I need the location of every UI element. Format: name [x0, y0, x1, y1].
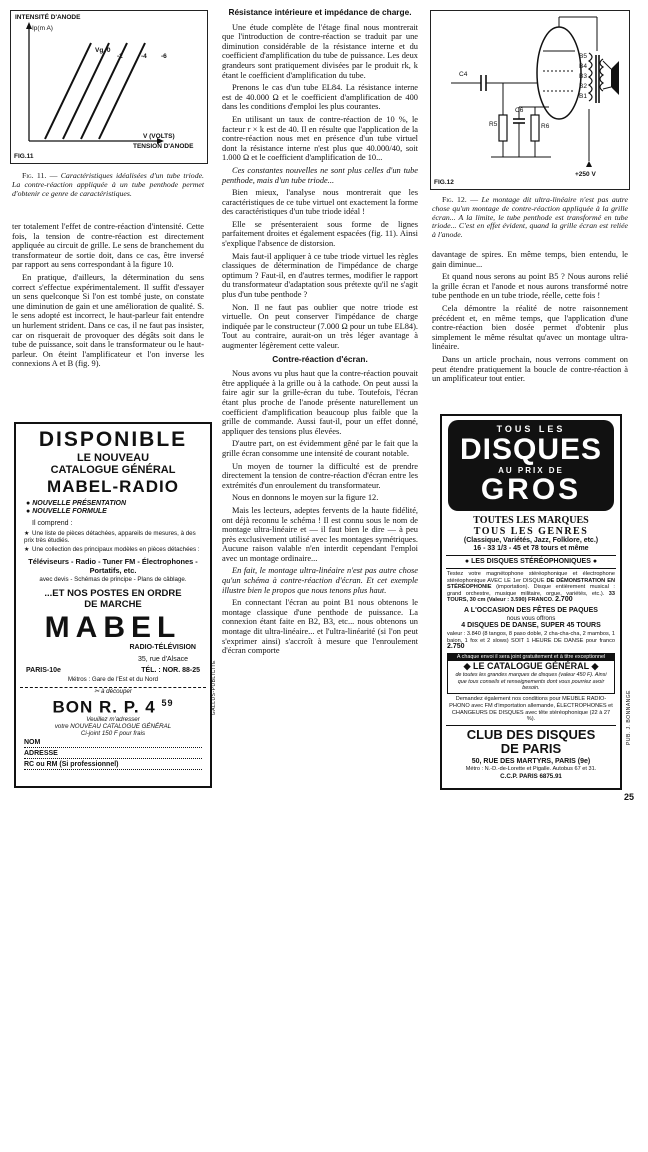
disques-paques: A L'OCCASION DES FÊTES DE PAQUES [464, 606, 598, 614]
col1-paragraph-2: En pratique, d'ailleurs, la détermination du sens correct s'effectue expérimentalement. Il suffit d'essayer un sens quelconque Si l'on est tombé juste, on constate une diminution de gain et une amélioration de qualité. S. le sens adopté est incorrect, le haut-parleur fait entendre un hurlement strident. Dans ce cas, il ne faut pas insister, car on risquerait de provoquer des dégâts soit dans le tube de puissance, soit dans le transformateur ou le haut-parleur. On éteint l'amplificateur et l'on inverse les connexions A et B (fig. 9). [12, 272, 204, 369]
disques-gratuit-box [447, 653, 615, 694]
disques-side-credit: PUB. J. BONNANGE [626, 690, 632, 745]
mabel-postes2: DE MARCHE [84, 598, 142, 610]
column-2-text [222, 6, 418, 659]
mabel-coupon [20, 687, 206, 770]
advert-club-disques [440, 414, 622, 790]
disques-catalogue-text: LE CATALOGUE GÉNÉRAL [472, 661, 589, 672]
fig12-caption-text: Le montage dit ultra-linéaire n'est pas autre chose qu'un montage de contre-réaction appliquée à la grille écran... A la limite, le tube penthode est transformé en tube triode... C'est en effet évident, quand la grille écran est reliée à l'anode. [432, 195, 628, 240]
mabel-side-credit: GALLUS-PUBLICITÉ [211, 660, 217, 716]
disques-danse-detail [447, 631, 615, 651]
fig11-ylabel: INTENSITÉ D'ANODE [15, 14, 81, 21]
divider [446, 725, 616, 726]
mabel-bon [20, 695, 206, 716]
mabel-title: DISPONIBLE [38, 428, 188, 451]
mabel-metro: Métros : Gare de l'Est et du Nord [67, 675, 159, 683]
disques-speeds: 16 - 33 1/3 - 45 et 78 tours et même [473, 545, 589, 552]
col2-paragraph-15: En connectant l'écran au point B1 nous obtenons le montage classique d'une penthode de puissance. La connexion étant faite en B2, B3, etc... nous obtenons un montage dit ultra-linéaire... et l'ultra-linéarité (si l'on peut s'exprimer ainsi) s'accroît à mesure que l'enroulement d'écran comporte [222, 598, 418, 656]
disques-banner [448, 420, 614, 511]
disques-testez-4: 33 TOURS, 30 cm (Valeur : 3.590) FRANCO. [447, 590, 616, 604]
mabel-decouper-text: à découper [100, 688, 132, 696]
disques-auprix: AU PRIX DE [498, 466, 564, 475]
mabel-comprend: Il comprend : [32, 520, 73, 527]
disques-stereo: ● LES DISQUES STÉRÉOPHONIQUES ● [464, 558, 598, 565]
fig12-label-r5: R5 [489, 121, 498, 128]
disques-club2: DE PARIS [500, 740, 562, 756]
star-icon: ★ [24, 530, 30, 537]
disques-danse: 4 DISQUES DE DANSE, SUPER 45 TOURS [461, 622, 601, 630]
fig12-label-250v: +250 V [575, 171, 596, 178]
fig11-xlabel1: V (VOLTS) [143, 133, 175, 140]
fig12-schematic [431, 11, 629, 189]
mabel-logo-sub: RADIO-TÉLÉVISION [129, 643, 196, 651]
mabel-bullet-1: ● NOUVELLE PRÉSENTATION [26, 500, 127, 507]
mabel-coupon-2: votre NOUVEAU CATALOGUE GÉNÉRAL [54, 723, 172, 731]
mabel-item-1 [24, 530, 204, 544]
mabel-city-row [26, 667, 200, 675]
mabel-field-nom-label: NOM [24, 739, 41, 747]
disques-club-metro: Métro : N.-D.-de-Lorette et Pigalle. Autobus 67 et 31. [465, 765, 597, 772]
disques-testez [447, 571, 615, 604]
fig11-xlabel2: TENSION D'ANODE [133, 143, 194, 150]
col2-paragraph-8: Non. Il ne faut pas oublier que notre triode est virtuelle. On peut conserver l'impédance de charge indiquée par le constructeur (7.000 Ω pour un tube EL84). Tout au contraire, aurait-on un très léger avantage à augmenter légèrement cette valeur. [222, 302, 418, 350]
column-1-text [12, 222, 204, 372]
mabel-city: PARIS-10e [26, 666, 61, 674]
fig12-caption-block [432, 196, 628, 243]
fig12-label-c4: C4 [459, 71, 468, 78]
fig12-label-r6: R6 [541, 123, 550, 130]
disques-meuble: Demandez également nos conditions pour MEUBLE RADIO-PHONO avec FM d'importation allemande, ÉLECTROPHONES et CHANGEURS DE DISQUES avec tête stéréophonique (22 à 27 %). [449, 696, 613, 723]
disques-catalogue2: de toutes les grandes marques de disques (valeur 450 F). Ainsi que tous conseils et renseignements dont vous pourriez avoir besoin. [455, 672, 607, 691]
disques-top: TOUS LES [496, 424, 566, 434]
col3-paragraph-2: Et quand nous serons au point B5 ? Nous aurons relié la grille écran et l'anode et nous aurons transformé notre tube penthode en un tube triode, réelle, cette fois ! [432, 272, 628, 301]
disques-marques2: TOUS LES GENRES [473, 526, 589, 537]
column-3-text [432, 250, 628, 387]
disques-marques1: TOUTES LES MARQUES [473, 515, 589, 526]
disques-offrons: nous vous offrons [506, 614, 556, 622]
fig11-caption-label: Fig. 11. — [22, 171, 58, 180]
fig11-curve-2: -4 [141, 53, 147, 60]
disques-testez-price: 2.700 [555, 596, 573, 604]
col2-paragraph-6: Elle se présenteraient sous forme de lignes parfaitement droites et également espacées (fig. 11). Ainsi s'explique l'absence de distorsion. [222, 219, 418, 249]
fig11-tag: FIG.11 [14, 153, 34, 160]
mabel-bullet-2: ● NOUVELLE FORMULE [26, 508, 107, 515]
figure-11 [10, 10, 208, 164]
col2-paragraph-7: Mais faut-il appliquer à ce tube triode virtuel les règles classiques de détermination de l'impédance de charge optimum ? Faut-il, en d'autres termes, modifier le rapport du transformateur d'adaptation sous prétexte qu'il ne s'agit plus d'un tube penthode ? [222, 251, 418, 300]
fig12-label-b2: B2 [579, 83, 587, 90]
col2-paragraph-13: Mais les lecteurs, adeptes fervents de la haute fidélité, ont déjà reconnu le schéma ! Il est connu sous le nom de montage ultra-linéaire et — il faut bien le dire — à peu près exclusivement utilisé avec les montages symétriques. Aucune raison valable n'en interdit cependant l'emploi avec un montage ordinaire... [222, 505, 418, 563]
fig11-curve-3: -6 [161, 53, 167, 60]
disques-testez-1: Testez votre magnétophone stéréophonique et électrophone stéréophonique AVEC LE 1er DISQUE [447, 571, 615, 584]
disques-club1: CLUB DES DISQUES [466, 726, 596, 742]
disques-testez-2: DE DÉMONSTRATION EN STÉRÉOPHONIE [447, 577, 615, 591]
mabel-bullets [26, 500, 210, 516]
star-icon: ★ [24, 546, 30, 554]
disques-genres: (Classique, Variétés, Jazz, Folklore, etc.) [463, 537, 599, 544]
page-number: 25 [623, 792, 634, 802]
section-heading-ecran: Contre-réaction d'écran. [272, 353, 368, 364]
mabel-bullet-1-text: NOUVELLE PRÉSENTATION [32, 500, 127, 507]
fig11-curve-1: -2 [117, 53, 123, 60]
fig12-tag: FIG.12 [434, 179, 454, 186]
mabel-bon-text: BON R. P. 4 [52, 697, 156, 717]
col2-paragraph-2: Prenons le cas d'un tube EL84. La résistance interne est de 40.000 Ω et le coefficient d'amplification de 400 dans les conditions d'emploi les plus courantes. [222, 83, 418, 112]
divider [446, 555, 616, 556]
col2-paragraph-11: Un moyen de tourner la difficulté est de prendre directement la tension de contre-réaction d'écran entre les extrémités d'un enroulement du transformateur. [222, 461, 418, 490]
fig11-curve-0: Vg. 0 [95, 47, 111, 54]
mabel-field-rc[interactable] [24, 761, 202, 770]
disques-testez-3: (importation). Disque entièrement musical : grand orchestre, musique militaire, orgue, variétés, etc.). [447, 584, 615, 597]
fig12-label-b4: B4 [579, 63, 587, 70]
fig12-label-b3: B3 [579, 73, 587, 80]
fig12-label-b1: B1 [579, 93, 587, 100]
advert-mabel-radio [14, 422, 212, 788]
disques-catalogue: ◆ LE CATALOGUE GÉNÉRAL ◆ [463, 661, 599, 672]
col3-paragraph-1: davantage de spires. En même temps, bien entendu, le gain diminue... [432, 250, 628, 269]
disques-stereo-text: LES DISQUES STÉRÉOPHONIQUES [471, 558, 591, 565]
mabel-postes1: ...ET NOS POSTES EN ORDRE [44, 587, 182, 599]
col2-paragraph-1: Une étude complète de l'étage final nous montrerait que l'introduction de contre-réaction se traduit par une diminution considérable de la résistance interne et du coefficient d'amplification du tube de puissance. Les deux grandeurs sont pratiquement divisées par le produit rk, k étant le coefficient d'amplification du tube. [222, 22, 418, 80]
col1-paragraph-1: ter totalement l'effet de contre-réaction d'intensité. Cette fois, la tension de contre-réaction est directement appliquée au circuit de grille. Le sens de branchement du transformateur de sortie doit, dans ce cas, être inversé par rapport au sens correspondant à la figure 10. [12, 222, 204, 270]
fig12-caption [432, 196, 628, 240]
fig12-caption-label: Fig. 12. — [442, 195, 479, 204]
col2-paragraph-12: Nous en donnons le moyen sur la figure 12. [232, 493, 379, 503]
disques-ccp: C.C.P. PARIS 6875.91 [500, 772, 562, 780]
disques-danse-price: 2.750 [447, 643, 465, 651]
fig11-caption-block [12, 172, 204, 201]
mabel-item-1-text: Une liste de pièces détachées, appareils de mesures, à des prix très étudiés. [24, 530, 196, 545]
mabel-bullet-2-text: NOUVELLE FORMULE [32, 508, 107, 515]
col3-paragraph-4: Dans un article prochain, nous verrons comment on peut étendre pratiquement la boucle de contre-réaction à un amplificateur tout entier. [432, 354, 628, 384]
col2-paragraph-10: D'autre part, on est évidemment gêné par le fait que la grille écran consomme une intensité de courant notable. [222, 439, 418, 458]
disques-word: DISQUES [459, 433, 603, 466]
fig11-caption-text: Caractéristiques idéalisées d'un tube triode. La contre-réaction appliquée à un tube penthode permet d'obtenir ce genre de caractéristiques. [12, 171, 205, 198]
mabel-tel: TÉL. : NOR. 88-25 [141, 666, 200, 674]
mabel-models2: avec devis - Schémas de principe - Plans de câblage. [39, 575, 187, 583]
mabel-decouper: ✂ à découper [94, 688, 132, 696]
mabel-models: Téléviseurs - Radio - Tuner FM - Électrophones - Portatifs, etc. [28, 556, 198, 575]
fig11-graph [11, 11, 207, 163]
mabel-address: 35, rue d'Alsace [138, 655, 188, 663]
mabel-bon-num: 59 [161, 698, 174, 709]
col2-paragraph-14: En fait, le montage ultra-linéaire n'est pas autre chose qu'un schéma à contre-réaction d'écran. Et cet exemple illustre bien le propos que nous tenons plus haut. [222, 566, 418, 595]
mabel-field-adresse[interactable] [24, 750, 202, 759]
fig11-unit: Ip(m A) [32, 25, 53, 32]
mabel-item-2 [24, 546, 204, 553]
mabel-field-nom[interactable] [24, 739, 202, 748]
mabel-coupon-1: Veuillez m'adresser [86, 715, 140, 723]
mabel-coupon-3: Ci-joint 150 F pour frais [80, 730, 146, 738]
mabel-logo: MABEL [44, 610, 182, 644]
mabel-field-adresse-label: ADRESSE [24, 750, 58, 758]
col2-paragraph-3: En utilisant un taux de contre-réaction de 10 %, le facteur r × k est de 40. Il en résulte que l'application de la contre-réaction nous met en présence d'un tube virtuel dont la résistance interne n'est plus que 40.000/40, soit 1.000 Ω et le coefficient d'amplification de 10... [222, 114, 418, 163]
disques-danse-detail-text: valeur : 3.840 (8 tangos, 8 paso doble, 2 cha-cha-cha, 2 mambos, 1 baion, 1 fox et 2 slows) SOIT 1 HEURE DE DANSE pour franco [447, 631, 615, 644]
disques-gros: GROS [480, 473, 582, 506]
mabel-brand: MABEL-RADIO [47, 477, 179, 496]
fig12-label-c6: C6 [515, 107, 524, 114]
mabel-sub2: CATALOGUE GÉNÉRAL [50, 464, 176, 476]
fig11-caption [12, 172, 204, 198]
mabel-field-rc-label: RC ou RM (Si professionnel) [24, 761, 119, 769]
disques-gratuit: A chaque envoi il sera joint gratuitement et à titre exceptionnel [448, 654, 614, 661]
figure-12 [430, 10, 630, 190]
divider [446, 568, 616, 569]
col2-paragraph-9: Nous avons vu plus haut que la contre-réaction pouvait être appliquée à la grille ou à la cathode. On peut aussi la faire agir sur la grille-écran du tube. Toutefois, l'écran étant plus proche de l'anode présente naturellement un coefficient d'amplification beaucoup plus faible que la grille de commande. Aussi faut-il, pour un effet donné, appliquer des tensions plus élevées. [222, 369, 418, 436]
col2-paragraph-4: Ces constantes nouvelles ne sont plus celles d'un tube penthode, mais d'un tube triode... [222, 165, 418, 185]
col2-paragraph-5: Bien mieux, l'analyse nous montrerait que les caractéristiques de ce tube virtuel ont exactement la forme des caractéristiques d'un tube triode idéal ! [222, 188, 418, 217]
fig12-label-b5: B5 [579, 53, 587, 60]
section-heading-resistance: Résistance intérieure et impédance de charge. [228, 7, 412, 17]
mabel-sub1: LE NOUVEAU [76, 452, 150, 464]
disques-club-addr: 50, RUE DES MARTYRS, PARIS (9e) [471, 757, 591, 765]
mabel-item-2-text: Une collection des principaux modèles en pièces détachées : [32, 546, 200, 554]
col3-paragraph-3: Cela démontre la réalité de notre raisonnement précédent et, en même temps, que l'application d'une contre-réaction bien dosée permet d'obtenir plus simplement le même résultat qu'avec un montage ultra-linéaire. [432, 303, 628, 352]
